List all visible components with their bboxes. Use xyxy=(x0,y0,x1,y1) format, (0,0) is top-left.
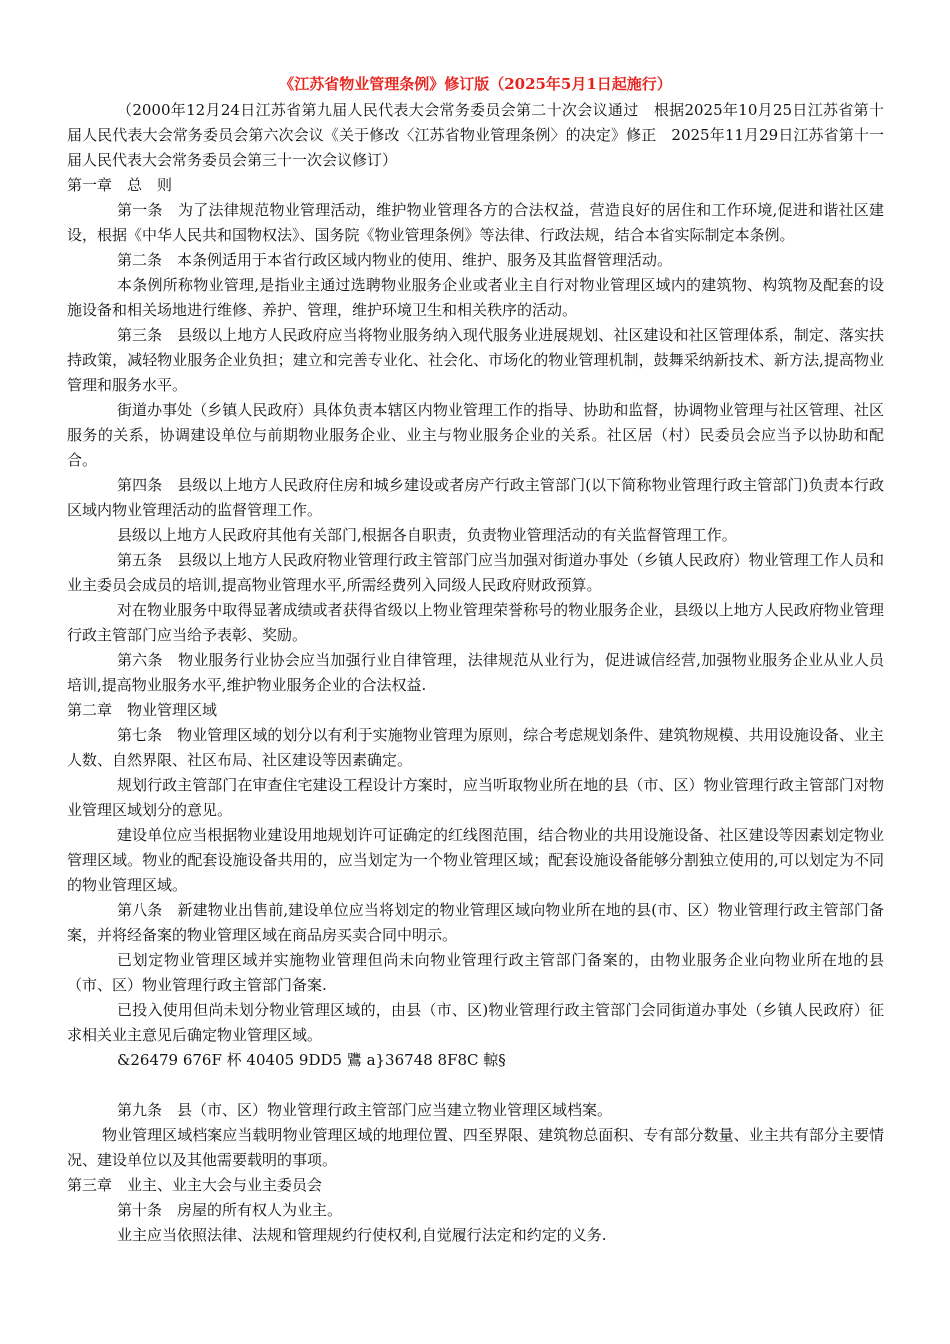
article-paragraph: 县级以上地方人民政府其他有关部门,根据各自职责，负责物业管理活动的有关监督管理工作。 xyxy=(117,526,737,544)
article-paragraph: 规划行政主管部门在审查住宅建设工程设计方案时，应当听取物业所在地的县（市、区）物业管理行政主管部门对物业管理区域划分的意见。 xyxy=(67,776,884,819)
garbled-text-line: &26479 676F 杯 40405 9DD5 鷕 a}36748 8F8C 輬§ xyxy=(117,1051,506,1069)
article-paragraph: 本条例所称物业管理,是指业主通过选聘物业服务企业或者业主自行对物业管理区域内的建筑物、构筑物及配套的设施设备和相关场地进行维修、养护、管理，维护环境卫生和相关秩序的活动。 xyxy=(67,276,884,319)
chapter-heading: 第三章 业主、业主大会与业主委员会 xyxy=(67,1176,323,1194)
article-paragraph: 第四条 县级以上地方人民政府住房和城乡建设或者房产行政主管部门(以下简称物业管理行政主管部门)负责本行政区域内物业管理活动的监督管理工作。 xyxy=(67,476,884,519)
document-title: 《江苏省物业管理条例》修订版（2025年5月1日起施行） xyxy=(279,75,672,93)
article-paragraph: 建设单位应当根据物业建设用地规划许可证确定的红线图范围，结合物业的共用设施设备、社区建设等因素划定物业管理区域。物业的配套设施设备共用的，应当划定为一个物业管理区域；配套设施设备能够分割独立使用的,可以划定为不同的物业管理区域。 xyxy=(67,826,884,894)
article-paragraph: 第六条 物业服务行业协会应当加强行业自律管理，法律规范从业行为，促进诚信经营,加强物业服务企业从业人员培训,提高物业服务水平,维护物业服务企业的合法权益. xyxy=(67,651,884,694)
article-paragraph: 物业管理区域档案应当载明物业管理区域的地理位置、四至界限、建筑物总面积、专有部分数量、业主共有部分主要情况、建设单位以及其他需要载明的事项。 xyxy=(67,1126,884,1169)
chapter-heading: 第一章 总 则 xyxy=(67,176,173,194)
article-paragraph: 第二条 本条例适用于本省行政区域内物业的使用、维护、服务及其监督管理活动。 xyxy=(117,251,673,269)
article-paragraph: 已划定物业管理区域并实施物业管理但尚未向物业管理行政主管部门备案的，由物业服务企业向物业所在地的县（市、区）物业管理行政主管部门备案. xyxy=(67,951,884,994)
article-paragraph: 第十条 房屋的所有权人为业主。 xyxy=(117,1201,343,1219)
article-paragraph: 街道办事处（乡镇人民政府）具体负责本辖区内物业管理工作的指导、协助和监督，协调物业管理与社区管理、社区服务的关系，协调建设单位与前期物业服务企业、业主与物业服务企业的关系。社区居（村）民委员会应当予以协助和配合。 xyxy=(67,401,884,469)
article-paragraph: 业主应当依照法律、法规和管理规约行使权利,自觉履行法定和约定的义务. xyxy=(117,1226,607,1244)
article-paragraph: 第三条 县级以上地方人民政府应当将物业服务纳入现代服务业进展规划、社区建设和社区管理体系，制定、落实扶持政策，减轻物业服务企业负担；建立和完善专业化、社会化、市场化的物业管理机制，鼓舞采纳新技术、新方法,提高物业管理和服务水平。 xyxy=(67,326,884,394)
article-paragraph: 对在物业服务中取得显著成绩或者获得省级以上物业管理荣誉称号的物业服务企业，县级以上地方人民政府物业管理行政主管部门应当给予表彰、奖励。 xyxy=(67,601,884,644)
article-paragraph: 第五条 县级以上地方人民政府物业管理行政主管部门应当加强对街道办事处（乡镇人民政府）物业管理工作人员和业主委员会成员的培训,提高物业管理水平,所需经费列入同级人民政府财政预算。 xyxy=(67,551,884,594)
article-paragraph: 第七条 物业管理区域的划分以有利于实施物业管理为原则，综合考虑规划条件、建筑物规模、共用设施设备、业主人数、自然界限、社区布局、社区建设等因素确定。 xyxy=(67,726,884,769)
article-paragraph: 第八条 新建物业出售前,建设单位应当将划定的物业管理区域向物业所在地的县(市、区）物业管理行政主管部门备案，并将经备案的物业管理区域在商品房买卖合同中明示。 xyxy=(67,901,884,944)
document-preamble: （2000年12月24日江苏省第九届人民代表大会常务委员会第二十次会议通过 根据2025年10月25日江苏省第十届人民代表大会常务委员会第六次会议《关于修改〈江苏省物业管理条例〉的决定》修正 2025年11月29日江苏省第十一届人民代表大会常务委员会第三十一次会议修订） xyxy=(67,101,884,169)
article-paragraph: 第九条 县（市、区）物业管理行政主管部门应当建立物业管理区域档案。 xyxy=(117,1101,613,1119)
chapter-heading: 第二章 物业管理区域 xyxy=(67,701,218,719)
article-paragraph: 已投入使用但尚未划分物业管理区域的，由县（市、区)物业管理行政主管部门会同街道办事处（乡镇人民政府）征求相关业主意见后确定物业管理区域。 xyxy=(67,1001,884,1044)
article-paragraph: 第一条 为了法律规范物业管理活动，维护物业管理各方的合法权益，营造良好的居住和工作环境,促进和谐社区建设，根据《中华人民共和国物权法》、国务院《物业管理条例》等法律、行政法规，结合本省实际制定本条例。 xyxy=(67,201,884,244)
